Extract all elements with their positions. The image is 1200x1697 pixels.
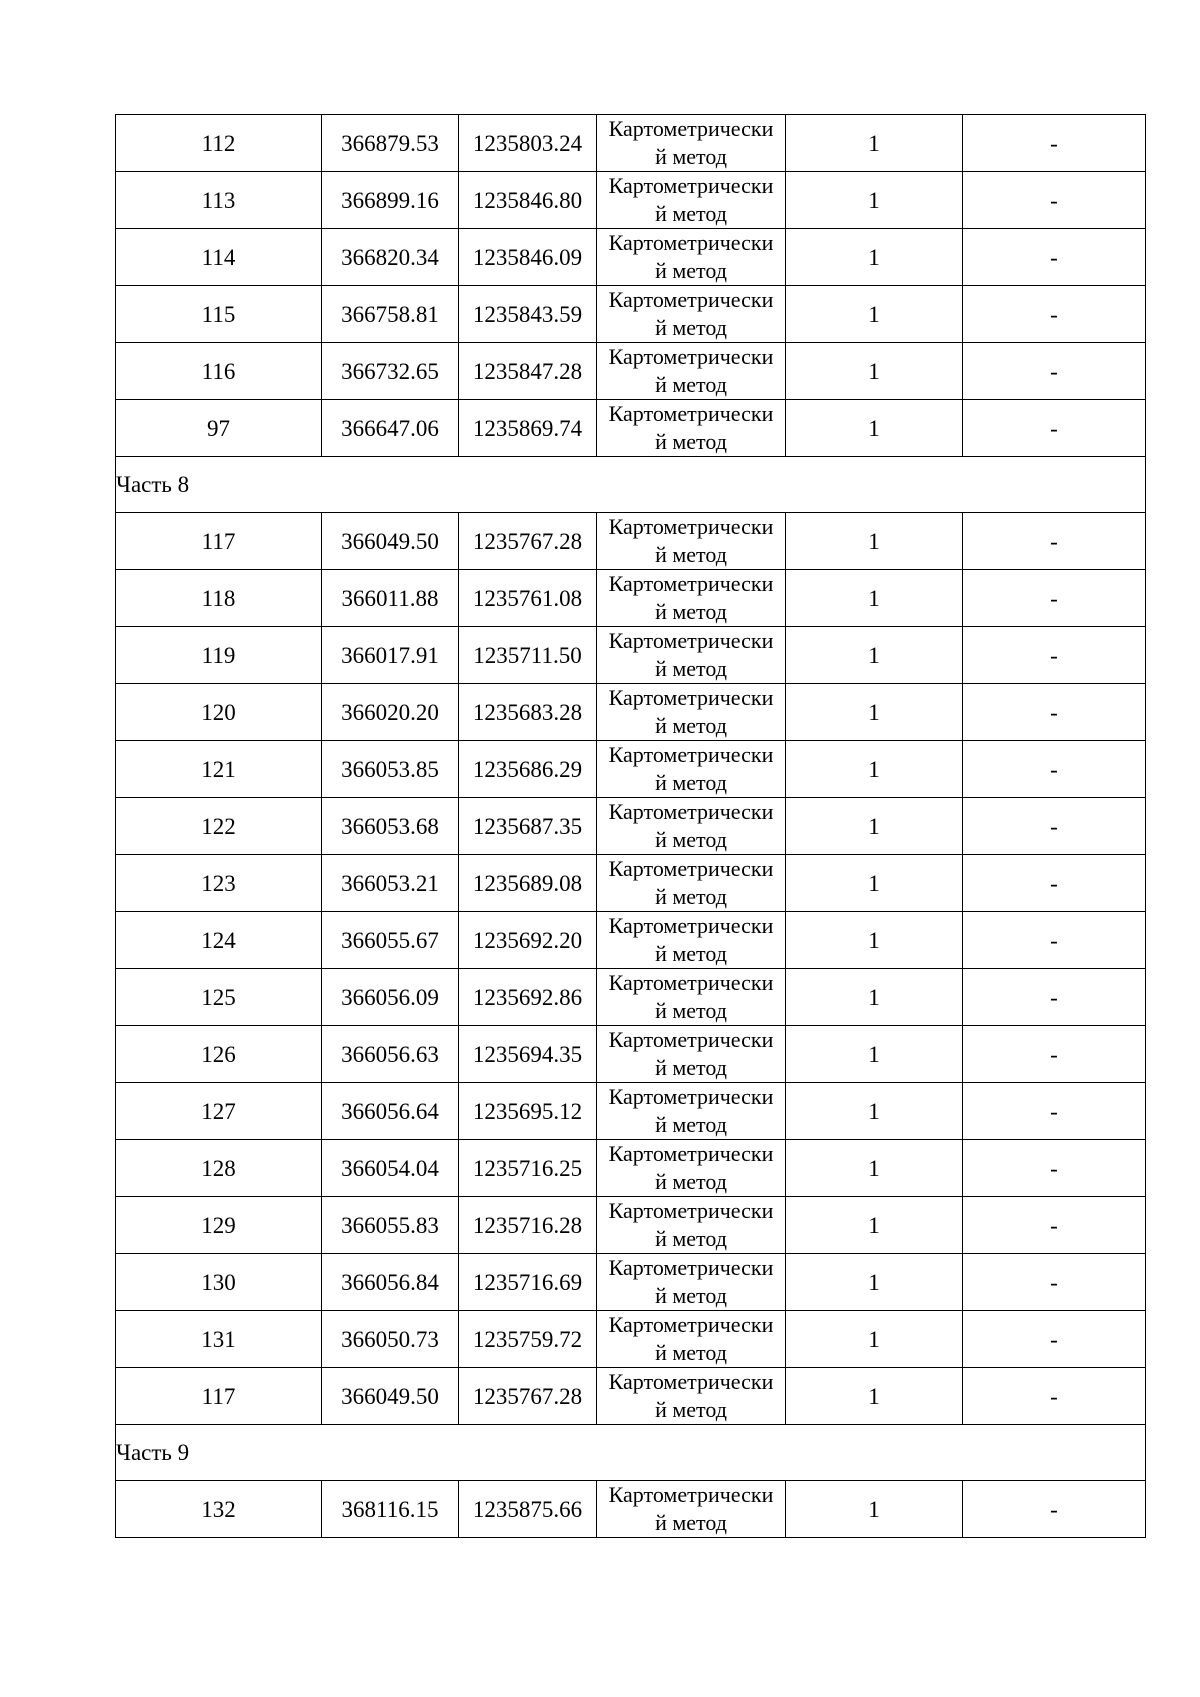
note-cell: - bbox=[963, 912, 1146, 969]
y-coordinate-cell: 1235695.12 bbox=[459, 1083, 597, 1140]
note-cell: - bbox=[963, 400, 1146, 457]
accuracy-cell: 1 bbox=[786, 684, 963, 741]
accuracy-cell: 1 bbox=[786, 1026, 963, 1083]
accuracy-cell: 1 bbox=[786, 400, 963, 457]
accuracy-cell: 1 bbox=[786, 1083, 963, 1140]
point-number-cell: 119 bbox=[116, 627, 322, 684]
accuracy-cell: 1 bbox=[786, 1481, 963, 1538]
point-number-cell: 120 bbox=[116, 684, 322, 741]
accuracy-cell: 1 bbox=[786, 969, 963, 1026]
y-coordinate-cell: 1235843.59 bbox=[459, 286, 597, 343]
method-cell: Картометрически й метод bbox=[597, 1254, 786, 1311]
y-coordinate-cell: 1235846.80 bbox=[459, 172, 597, 229]
accuracy-cell: 1 bbox=[786, 343, 963, 400]
y-coordinate-cell: 1235716.69 bbox=[459, 1254, 597, 1311]
method-cell: Картометрически й метод bbox=[597, 513, 786, 570]
y-coordinate-cell: 1235847.28 bbox=[459, 343, 597, 400]
point-number-cell: 131 bbox=[116, 1311, 322, 1368]
x-coordinate-cell: 366879.53 bbox=[322, 115, 459, 172]
accuracy-cell: 1 bbox=[786, 115, 963, 172]
method-cell: Картометрически й метод bbox=[597, 1026, 786, 1083]
note-cell: - bbox=[963, 115, 1146, 172]
method-cell: Картометрически й метод bbox=[597, 570, 786, 627]
note-cell: - bbox=[963, 229, 1146, 286]
note-cell: - bbox=[963, 969, 1146, 1026]
table-row bbox=[116, 229, 1146, 286]
y-coordinate-cell: 1235767.28 bbox=[459, 513, 597, 570]
y-coordinate-cell: 1235686.29 bbox=[459, 741, 597, 798]
table-row bbox=[116, 684, 1146, 741]
method-cell: Картометрически й метод bbox=[597, 172, 786, 229]
note-cell: - bbox=[963, 1368, 1146, 1425]
x-coordinate-cell: 366049.50 bbox=[322, 1368, 459, 1425]
accuracy-cell: 1 bbox=[786, 627, 963, 684]
note-cell: - bbox=[963, 343, 1146, 400]
note-cell: - bbox=[963, 684, 1146, 741]
table-row bbox=[116, 741, 1146, 798]
note-cell: - bbox=[963, 513, 1146, 570]
y-coordinate-cell: 1235761.08 bbox=[459, 570, 597, 627]
method-cell: Картометрически й метод bbox=[597, 969, 786, 1026]
x-coordinate-cell: 366056.63 bbox=[322, 1026, 459, 1083]
y-coordinate-cell: 1235694.35 bbox=[459, 1026, 597, 1083]
table-row bbox=[116, 115, 1146, 172]
table-row bbox=[116, 172, 1146, 229]
table-row bbox=[116, 1254, 1146, 1311]
section-header-row bbox=[116, 457, 1146, 513]
section-header-row bbox=[116, 1425, 1146, 1481]
x-coordinate-cell: 366056.09 bbox=[322, 969, 459, 1026]
y-coordinate-cell: 1235689.08 bbox=[459, 855, 597, 912]
note-cell: - bbox=[963, 570, 1146, 627]
y-coordinate-cell: 1235767.28 bbox=[459, 1368, 597, 1425]
point-number-cell: 126 bbox=[116, 1026, 322, 1083]
x-coordinate-cell: 366053.68 bbox=[322, 798, 459, 855]
table-row bbox=[116, 513, 1146, 570]
x-coordinate-cell: 366050.73 bbox=[322, 1311, 459, 1368]
accuracy-cell: 1 bbox=[786, 286, 963, 343]
accuracy-cell: 1 bbox=[786, 798, 963, 855]
table-row bbox=[116, 1481, 1146, 1538]
x-coordinate-cell: 366647.06 bbox=[322, 400, 459, 457]
method-cell: Картометрически й метод bbox=[597, 741, 786, 798]
x-coordinate-cell: 366053.85 bbox=[322, 741, 459, 798]
x-coordinate-cell: 366899.16 bbox=[322, 172, 459, 229]
x-coordinate-cell: 366056.64 bbox=[322, 1083, 459, 1140]
table-row bbox=[116, 1368, 1146, 1425]
table-row bbox=[116, 1197, 1146, 1254]
y-coordinate-cell: 1235869.74 bbox=[459, 400, 597, 457]
table-row bbox=[116, 1311, 1146, 1368]
table-row bbox=[116, 343, 1146, 400]
note-cell: - bbox=[963, 855, 1146, 912]
method-cell: Картометрически й метод bbox=[597, 1083, 786, 1140]
method-cell: Картометрически й метод bbox=[597, 855, 786, 912]
point-number-cell: 114 bbox=[116, 229, 322, 286]
y-coordinate-cell: 1235687.35 bbox=[459, 798, 597, 855]
accuracy-cell: 1 bbox=[786, 1311, 963, 1368]
point-number-cell: 124 bbox=[116, 912, 322, 969]
accuracy-cell: 1 bbox=[786, 741, 963, 798]
y-coordinate-cell: 1235683.28 bbox=[459, 684, 597, 741]
point-number-cell: 128 bbox=[116, 1140, 322, 1197]
method-cell: Картометрически й метод bbox=[597, 912, 786, 969]
note-cell: - bbox=[963, 286, 1146, 343]
point-number-cell: 123 bbox=[116, 855, 322, 912]
accuracy-cell: 1 bbox=[786, 912, 963, 969]
x-coordinate-cell: 366017.91 bbox=[322, 627, 459, 684]
accuracy-cell: 1 bbox=[786, 1254, 963, 1311]
point-number-cell: 115 bbox=[116, 286, 322, 343]
point-number-cell: 113 bbox=[116, 172, 322, 229]
method-cell: Картометрически й метод bbox=[597, 286, 786, 343]
x-coordinate-cell: 366732.65 bbox=[322, 343, 459, 400]
note-cell: - bbox=[963, 1254, 1146, 1311]
method-cell: Картометрически й метод bbox=[597, 229, 786, 286]
table-row bbox=[116, 1026, 1146, 1083]
note-cell: - bbox=[963, 172, 1146, 229]
method-cell: Картометрически й метод bbox=[597, 1197, 786, 1254]
point-number-cell: 112 bbox=[116, 115, 322, 172]
note-cell: - bbox=[963, 1197, 1146, 1254]
coordinates-table-body bbox=[116, 115, 1146, 1538]
table-row bbox=[116, 627, 1146, 684]
table-row bbox=[116, 400, 1146, 457]
point-number-cell: 97 bbox=[116, 400, 322, 457]
table-row bbox=[116, 798, 1146, 855]
x-coordinate-cell: 366055.83 bbox=[322, 1197, 459, 1254]
y-coordinate-cell: 1235692.20 bbox=[459, 912, 597, 969]
coordinates-table bbox=[115, 114, 1146, 1538]
x-coordinate-cell: 366820.34 bbox=[322, 229, 459, 286]
note-cell: - bbox=[963, 627, 1146, 684]
point-number-cell: 127 bbox=[116, 1083, 322, 1140]
method-cell: Картометрически й метод bbox=[597, 343, 786, 400]
method-cell: Картометрически й метод bbox=[597, 1481, 786, 1538]
method-cell: Картометрически й метод bbox=[597, 400, 786, 457]
table-row bbox=[116, 1140, 1146, 1197]
y-coordinate-cell: 1235692.86 bbox=[459, 969, 597, 1026]
x-coordinate-cell: 366049.50 bbox=[322, 513, 459, 570]
point-number-cell: 121 bbox=[116, 741, 322, 798]
x-coordinate-cell: 366011.88 bbox=[322, 570, 459, 627]
x-coordinate-cell: 366055.67 bbox=[322, 912, 459, 969]
point-number-cell: 116 bbox=[116, 343, 322, 400]
y-coordinate-cell: 1235716.28 bbox=[459, 1197, 597, 1254]
accuracy-cell: 1 bbox=[786, 1368, 963, 1425]
x-coordinate-cell: 366053.21 bbox=[322, 855, 459, 912]
accuracy-cell: 1 bbox=[786, 229, 963, 286]
method-cell: Картометрически й метод bbox=[597, 1368, 786, 1425]
note-cell: - bbox=[963, 741, 1146, 798]
method-cell: Картометрически й метод bbox=[597, 1311, 786, 1368]
point-number-cell: 122 bbox=[116, 798, 322, 855]
point-number-cell: 129 bbox=[116, 1197, 322, 1254]
method-cell: Картометрически й метод bbox=[597, 115, 786, 172]
y-coordinate-cell: 1235716.25 bbox=[459, 1140, 597, 1197]
table-row bbox=[116, 570, 1146, 627]
note-cell: - bbox=[963, 1140, 1146, 1197]
x-coordinate-cell: 366056.84 bbox=[322, 1254, 459, 1311]
x-coordinate-cell: 366020.20 bbox=[322, 684, 459, 741]
accuracy-cell: 1 bbox=[786, 855, 963, 912]
y-coordinate-cell: 1235803.24 bbox=[459, 115, 597, 172]
method-cell: Картометрически й метод bbox=[597, 1140, 786, 1197]
section-label: Часть 8 bbox=[116, 457, 1146, 513]
x-coordinate-cell: 366054.04 bbox=[322, 1140, 459, 1197]
point-number-cell: 117 bbox=[116, 513, 322, 570]
table-row bbox=[116, 855, 1146, 912]
table-row bbox=[116, 969, 1146, 1026]
note-cell: - bbox=[963, 1026, 1146, 1083]
accuracy-cell: 1 bbox=[786, 570, 963, 627]
point-number-cell: 130 bbox=[116, 1254, 322, 1311]
point-number-cell: 118 bbox=[116, 570, 322, 627]
y-coordinate-cell: 1235875.66 bbox=[459, 1481, 597, 1538]
point-number-cell: 117 bbox=[116, 1368, 322, 1425]
method-cell: Картометрически й метод bbox=[597, 684, 786, 741]
accuracy-cell: 1 bbox=[786, 172, 963, 229]
accuracy-cell: 1 bbox=[786, 1140, 963, 1197]
table-row bbox=[116, 912, 1146, 969]
note-cell: - bbox=[963, 798, 1146, 855]
method-cell: Картометрически й метод bbox=[597, 627, 786, 684]
note-cell: - bbox=[963, 1083, 1146, 1140]
accuracy-cell: 1 bbox=[786, 513, 963, 570]
y-coordinate-cell: 1235711.50 bbox=[459, 627, 597, 684]
note-cell: - bbox=[963, 1311, 1146, 1368]
y-coordinate-cell: 1235759.72 bbox=[459, 1311, 597, 1368]
point-number-cell: 132 bbox=[116, 1481, 322, 1538]
accuracy-cell: 1 bbox=[786, 1197, 963, 1254]
section-label: Часть 9 bbox=[116, 1425, 1146, 1481]
y-coordinate-cell: 1235846.09 bbox=[459, 229, 597, 286]
method-cell: Картометрически й метод bbox=[597, 798, 786, 855]
x-coordinate-cell: 368116.15 bbox=[322, 1481, 459, 1538]
table-row bbox=[116, 1083, 1146, 1140]
note-cell: - bbox=[963, 1481, 1146, 1538]
point-number-cell: 125 bbox=[116, 969, 322, 1026]
x-coordinate-cell: 366758.81 bbox=[322, 286, 459, 343]
table-row bbox=[116, 286, 1146, 343]
